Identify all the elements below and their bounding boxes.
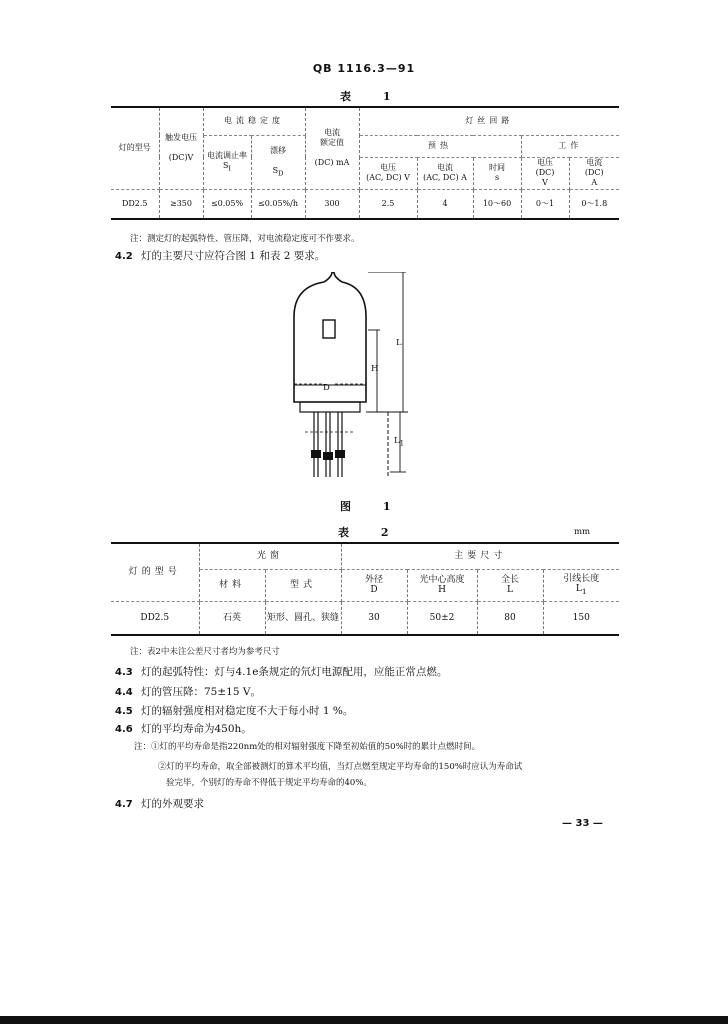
table-cell: 10～60 <box>473 189 521 219</box>
table2 <box>111 542 619 636</box>
t1-head-stability: 电流稳定度 <box>203 107 305 135</box>
table-cell: ≥350 <box>159 189 203 219</box>
lamp-drawing <box>280 272 430 487</box>
table-cell: 80 <box>477 601 543 635</box>
table-cell: 300 <box>305 189 359 219</box>
table-cell: ≤0.05% <box>203 189 251 219</box>
table-cell: 矩形、圆孔、狭缝 <box>265 601 341 635</box>
t1-head-w-current: 电流 (DC) A <box>569 157 619 189</box>
table2-unit: mm <box>574 527 591 537</box>
t1-head-w-voltage: 电压 (DC) V <box>521 157 569 189</box>
table2-note: 注：表2中未注公差尺寸者均为参考尺寸 <box>130 647 280 657</box>
t2-head-length: 全长 L <box>477 569 543 601</box>
t2-head-center: 光中心高度 H <box>407 569 477 601</box>
figure1-caption: 图 1 <box>340 500 405 513</box>
t1-head-ph-current: 电流 (AC, DC) A <box>417 157 473 189</box>
lifetime-note-2: ②灯的平均寿命，取全部被测灯的算术平均值，当灯点燃至规定平均寿命的150%时应认为寿命试 <box>158 762 523 772</box>
table1 <box>111 106 619 220</box>
t1-head-current: 电流 额定值 (DC) mA <box>305 107 359 189</box>
t2-head-lead: 引线长度 $L_1$ <box>543 569 619 601</box>
section-4-6: 4.6 灯的平均寿命为450h。 <box>115 723 252 735</box>
table-cell: 0～1.8 <box>569 189 619 219</box>
t1-head-ph-voltage: 电压 (AC, DC) V <box>359 157 417 189</box>
t1-head-trigger: 触发电压 (DC)V <box>159 107 203 189</box>
table-row <box>111 601 619 635</box>
t2-head-model: 灯的型号 <box>111 543 199 601</box>
t1-head-model: 灯的型号 <box>111 107 159 189</box>
t1-head-work: 工作 <box>521 135 619 157</box>
table-cell: 50±2 <box>407 601 477 635</box>
table-cell: 4 <box>417 189 473 219</box>
t1-head-ph-time: 时间 s <box>473 157 521 189</box>
dimension-D: D <box>323 383 330 393</box>
t2-head-window: 光窗 <box>199 543 341 569</box>
table-cell: ≤0.05%/h <box>251 189 305 219</box>
table-cell: DD2.5 <box>111 601 199 635</box>
t1-head-filament: 灯丝回路 <box>359 107 619 135</box>
scan-border <box>0 1016 728 1024</box>
table-row <box>111 189 619 219</box>
table1-caption: 表 1 <box>340 90 405 103</box>
t1-head-stop-rate: 电流调止率 $S_I$ <box>203 135 251 189</box>
section-4-7: 4.7 灯的外观要求 <box>115 798 204 810</box>
section-4-3: 4.3 灯的起弧特性：灯与4.1e条规定的氘灯电源配用，应能正常点燃。 <box>115 666 448 678</box>
table-cell: DD2.5 <box>111 189 159 219</box>
t2-head-material: 材料 <box>199 569 265 601</box>
t1-head-drift: 漂移 $S_D$ <box>251 135 305 189</box>
table-cell: 150 <box>543 601 619 635</box>
table2-caption: 表 2 <box>338 526 403 539</box>
lifetime-note-2-cont: 验完毕，个别灯的寿命不得低于规定平均寿命的40%。 <box>166 778 372 788</box>
t2-head-type: 型式 <box>265 569 341 601</box>
table-cell: 0～1 <box>521 189 569 219</box>
lifetime-note-1: 注：①灯的平均寿命是指220nm处的相对辐射强度下降至初始值的50%时的累计点燃时间。 <box>134 742 481 752</box>
table-cell: 2.5 <box>359 189 417 219</box>
dimension-H: H <box>371 364 379 374</box>
table1-note: 注：测定灯的起弧特性、管压降，对电流稳定度可不作要求。 <box>130 234 360 244</box>
section-4-4: 4.4 灯的管压降：75±15 V。 <box>115 686 261 698</box>
table-cell: 30 <box>341 601 407 635</box>
page-number: — 33 — <box>562 818 603 829</box>
t2-head-od: 外径 D <box>341 569 407 601</box>
t2-head-dims: 主要尺寸 <box>341 543 619 569</box>
table-cell: 石英 <box>199 601 265 635</box>
dimension-L1: $L_1$ <box>394 436 405 448</box>
section-4-2: 4.2 灯的主要尺寸应符合图 1 和表 2 要求。 <box>115 250 326 262</box>
section-4-5: 4.5 灯的辐射强度相对稳定度不大于每小时 1 %。 <box>115 705 354 717</box>
t1-head-preheat: 预热 <box>359 135 521 157</box>
dimension-L: L <box>396 338 402 348</box>
standard-number: QB 1116.3—91 <box>312 62 416 75</box>
